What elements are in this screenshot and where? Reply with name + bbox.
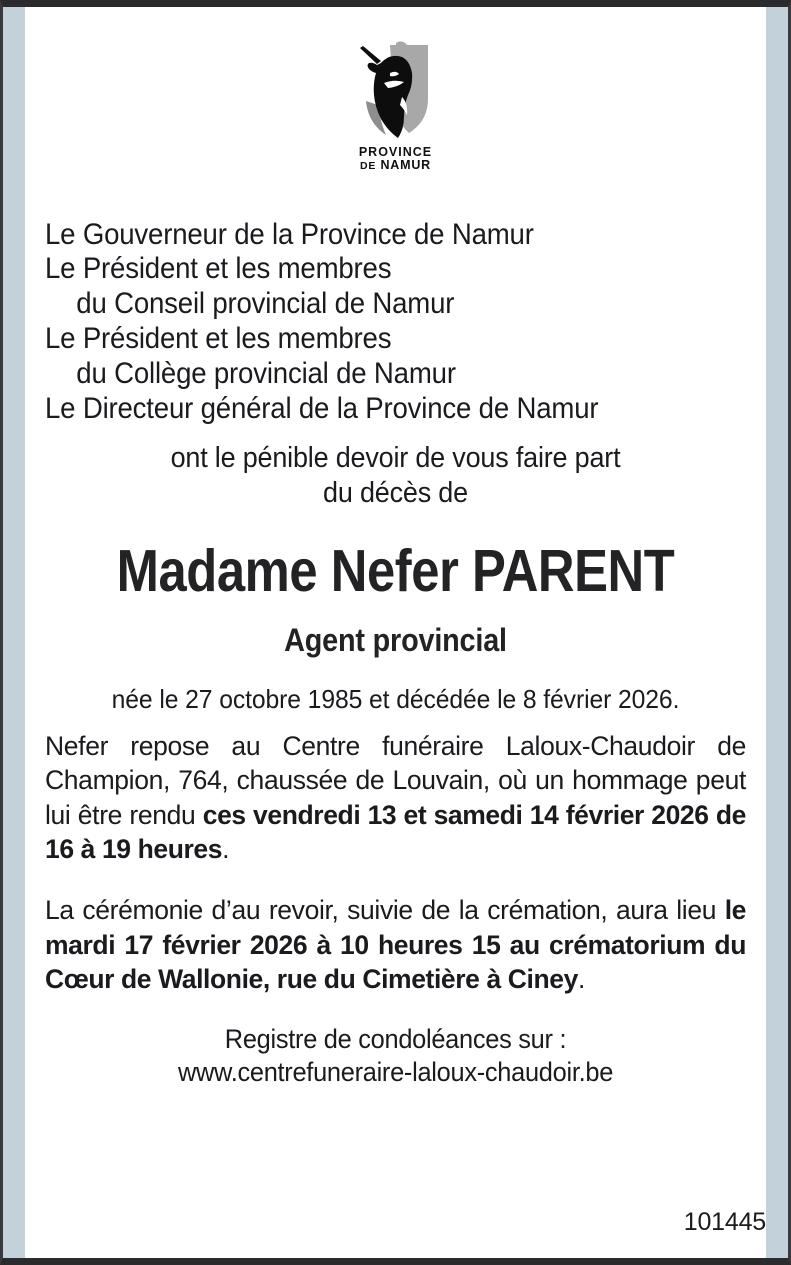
authority-line: Le Président et les membres: [45, 322, 392, 356]
province-logo: [45, 39, 746, 172]
register-label: Registre de condoléances sur :: [224, 1023, 567, 1054]
text-run: La cérémonie d’au revoir, suivie de la crémation, aura lieu: [45, 895, 725, 926]
reference-number: 101445: [683, 1208, 766, 1236]
text-run: .: [222, 834, 230, 865]
authority-line: Le Directeur général de la Province de Namur: [45, 392, 599, 426]
authority-line: du Conseil provincial de Namur: [76, 287, 455, 321]
birth-death-dates: née le 27 octobre 1985 et décédée le 8 février 2026.: [111, 683, 680, 714]
emphasis-run: le mardi 17 février 2026 à 10 heures 15 au crématorium du Cœur de Wallonie, rue du Cimetière à Ciney: [45, 895, 746, 994]
duty-line: du décès de: [323, 476, 468, 509]
right-decorative-band: [766, 7, 788, 1258]
text-run: .: [577, 963, 585, 994]
namur-crest-icon: [350, 39, 442, 143]
paragraph-repose: [45, 729, 746, 867]
condolence-register: [45, 1023, 746, 1089]
notice-content-sheet: [25, 7, 766, 1258]
left-decorative-band: [3, 7, 25, 1258]
register-website[interactable]: www.centrefuneraire-laloux-chaudoir.be: [177, 1056, 614, 1087]
text-run: Nefer repose au Centre funéraire Laloux-Chaudoir de Champion, 764, chaussée de Louvain, où un hommage peut lui être rendu: [45, 730, 746, 830]
authority-line: du Collège provincial de Namur: [76, 357, 456, 391]
logo-word-namur: NAMUR: [380, 157, 431, 172]
logo-line-province: PROVINCE: [358, 145, 433, 159]
duty-statement: [45, 441, 746, 510]
duty-line: ont le pénible devoir de vous faire part: [170, 442, 621, 475]
paragraph-ceremonie: [45, 893, 746, 996]
deceased-name: Madame Nefer PARENT: [116, 538, 675, 605]
authority-line: Le Gouverneur de la Province de Namur: [45, 217, 534, 251]
logo-line-de-namur: [45, 159, 746, 172]
emphasis-run: ces vendredi 13 et samedi 14 février 2026 de 16 à 19 heures: [45, 799, 746, 865]
authorities-list: [45, 218, 746, 428]
province-logo-wordmark: [45, 146, 746, 172]
authority-line: Le Président et les membres: [45, 252, 392, 286]
deceased-role: Agent provincial: [284, 621, 507, 658]
logo-word-de: DE: [360, 159, 377, 172]
